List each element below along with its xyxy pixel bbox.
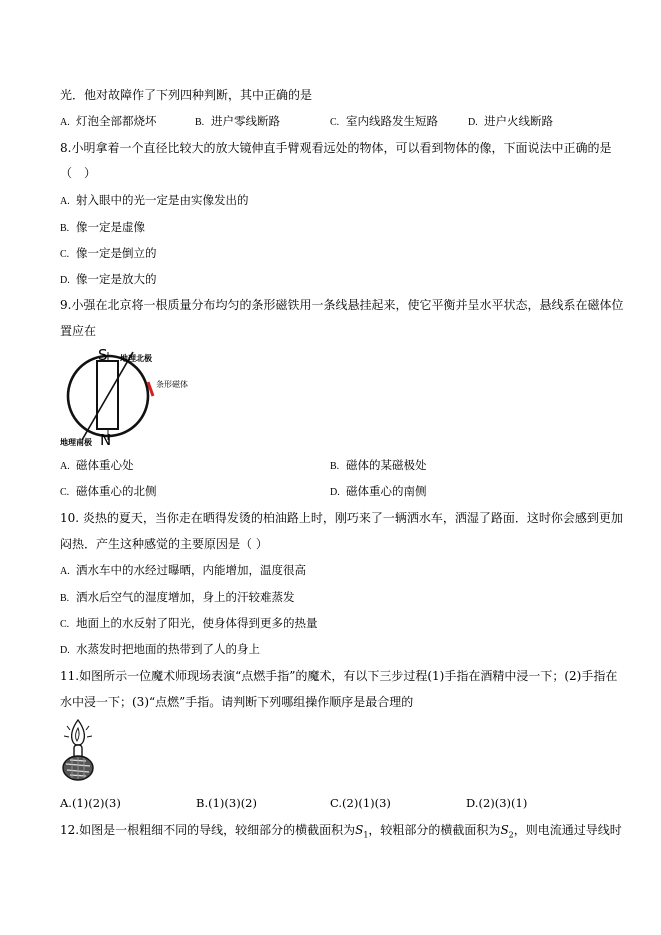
geographic-north-label: 地理北极: [120, 354, 152, 363]
q12-stem: 12.如图是一根粗细不同的导线，较细部分的横截面积为$S_1$，较粗部分的横截面积为$S_2$，则电流通过导线时: [60, 823, 622, 840]
q10-option-b: B. 洒水后空气的湿度增加，身上的汗较难蒸发: [60, 590, 295, 604]
bar-magnet-label: 条形磁体: [156, 380, 188, 389]
q9-option-a: A. 磁体重心处: [60, 458, 134, 472]
q10-option-c: C. 地面上的水反射了阳光，使身体得到更多的热量: [60, 616, 318, 630]
q8-stem-line2: （ ）: [60, 166, 97, 180]
q8-option-d: D. 像一定是放大的: [60, 272, 157, 286]
q7-option-b: B. 进户零线断路: [195, 114, 280, 128]
magnet-globe-figure: [60, 346, 195, 448]
south-pole-letter: S: [98, 346, 108, 364]
q9-option-b: B. 磁体的某磁极处: [330, 458, 427, 472]
q10-stem-line2: 闷热．产生这种感觉的主要原因是（ ）: [60, 537, 268, 551]
q8-stem-line1: 8.小明拿着一个直径比较大的放大镜伸直手臂观看远处的物体，可以看到物体的像，下面说法中正确的是: [60, 141, 612, 155]
flame-icon: [72, 720, 85, 745]
burning-finger-figure: [58, 716, 100, 782]
q10-option-d: D. 水蒸发时把地面的热带到了人的身上: [60, 642, 260, 656]
q11-option-d: D.(2)(3)(1): [466, 796, 528, 810]
q11-stem-line2: 水中浸一下；(3)“点燃”手指。请判断下列哪组操作顺序是最合理的: [60, 695, 414, 709]
q8-option-c: C. 像一定是倒立的: [60, 246, 157, 260]
q9-option-d: D. 磁体重心的南侧: [330, 484, 427, 498]
q8-option-a: A. 射入眼中的光一定是由实像发出的: [60, 193, 249, 207]
q7-option-d: D. 进户火线断路: [468, 114, 553, 128]
q7-option-c: C. 室内线路发生短路: [330, 114, 438, 128]
q7-option-a: A. 灯泡全部都烧坏: [60, 114, 157, 128]
q9-option-c: C. 磁体重心的北侧: [60, 484, 157, 498]
geographic-south-label: 地理南极: [60, 438, 92, 447]
q9-stem-line1: 9.小强在北京将一根质量分布均匀的条形磁铁用一条线悬挂起来，使它平衡并呈水平状态，悬线系在磁体位: [60, 298, 624, 312]
q11-option-c: C.(2)(1)(3): [330, 796, 391, 810]
q9-stem-line2: 置应在: [60, 324, 97, 338]
q11-option-a: A.(1)(2)(3): [60, 796, 121, 810]
north-pole-letter: N: [100, 431, 112, 448]
q10-stem-line1: 10. 炎热的夏天，当你走在晒得发烫的柏油路上时，刚巧来了一辆洒水车，洒湿了路面．这时你会感到更加: [60, 511, 623, 525]
q11-option-b: B.(1)(3)(2): [196, 796, 257, 810]
q8-option-b: B. 像一定是虚像: [60, 220, 145, 234]
q11-stem-line1: 11.如图所示一位魔术师现场表演“点燃手指”的魔术，有以下三步过程(1)手指在酒精中浸一下；(2)手指在: [60, 669, 618, 683]
q10-option-a: A. 洒水车中的水经过曝晒，内能增加，温度很高: [60, 563, 306, 577]
q7-stem-tail: 光．他对故障作了下列四种判断，其中正确的是: [60, 88, 313, 102]
